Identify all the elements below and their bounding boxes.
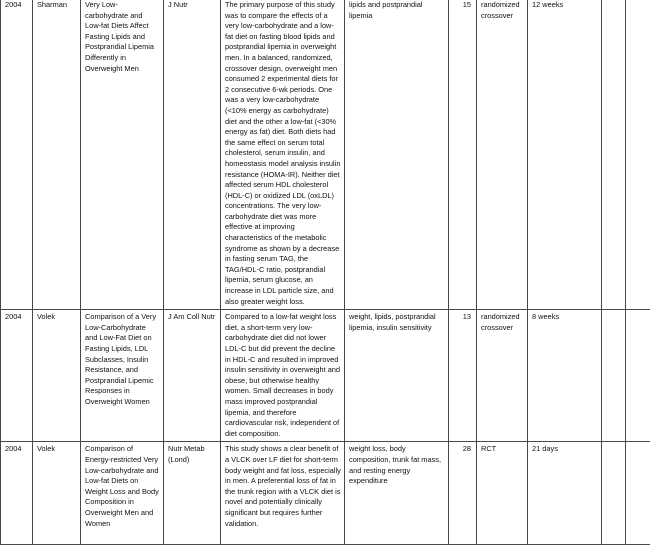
year-cell: 2004	[1, 0, 33, 310]
design-cell: randomized crossover	[477, 0, 528, 310]
empty-cell	[626, 310, 650, 442]
title-cell: Comparison of a Very Low-Carbohydrate and Low-Fat Diet on Fasting Lipids, LDL Subclasses, Insulin Resistance, and Postprandial Lipemic Responses in Overweight Women	[81, 310, 164, 442]
summary-cell: Compared to a low-fat weight loss diet, a short-term very low-carbohydrate diet did not lower LDL-C but did prevent the decline in HDL-C and resulted in improved insulin sensitivity in overweight and obese, but otherwise healthy women. Small decreases in body mass improved postprandial lipemia, and therefore cardiovascular risk, independent of diet composition.	[221, 310, 345, 442]
journal-cell: J Nutr	[164, 0, 221, 310]
author-cell: Volek	[33, 310, 81, 442]
empty-cell	[626, 0, 650, 310]
table-row	[1, 310, 650, 442]
duration-cell: 8 weeks	[528, 310, 602, 442]
duration-cell: 21 days	[528, 442, 602, 545]
title-cell: Comparison of Energy-restricted Very Low-carbohydrate and Low-fat Diets on Weight Loss and Body Composition in Overweight Men and Women	[81, 442, 164, 545]
table-row	[1, 0, 650, 310]
year-cell: 2004	[1, 442, 33, 545]
design-cell: randomized crossover	[477, 310, 528, 442]
duration-cell: 12 weeks	[528, 0, 602, 310]
outcomes-cell: weight loss, body composition, trunk fat mass, and resting energy expenditure	[345, 442, 449, 545]
empty-cell	[626, 442, 650, 545]
year-cell: 2004	[1, 310, 33, 442]
empty-cell	[602, 0, 626, 310]
journal-cell: J Am Coll Nutr	[164, 310, 221, 442]
summary-cell: The primary purpose of this study was to compare the effects of a very low-carbohydrate and a low-fat diet on fasting blood lipids and postprandial lipemia in overweight men. In a balanced, randomized, crossover design, overweight men consumed 2 experimental diets for 2 consecutive 6-wk periods. One was a very low-carbohydrate (<10% energy as carbohydrate) diet and the other a low-fat (<30% energy as fat) diet. Both diets had the same effect on serum total cholesterol, serum insulin, and homeostasis model analysis insulin resistance (HOMA-IR). Neither diet affected serum HDL cholesterol (HDL-C) or oxidized LDL (oxLDL) concentrations. The very low-carbohydrate diet was more effective at improving characteristics of the metabolic syndrome as shown by a decrease in fasting serum TAG, the TAG/HDL-C ratio, postprandial lipemia, serum glucose, an increase in LDL particle size, and also greater weight loss.	[221, 0, 345, 310]
table-row	[1, 442, 650, 545]
sample-size-cell: 13	[449, 310, 477, 442]
empty-cell	[602, 310, 626, 442]
outcomes-cell: weight, lipids, postprandial lipemia, insulin sensitivity	[345, 310, 449, 442]
outcomes-cell: lipids and postprandial lipemia	[345, 0, 449, 310]
empty-cell	[602, 442, 626, 545]
journal-cell: Nutr Metab (Lond)	[164, 442, 221, 545]
summary-cell: This study shows a clear benefit of a VLCK over LF diet for short-term body weight and fat loss, especially in men. A preferential loss of fat in the trunk region with a VLCK diet is novel and potentially clinically significant but requires further validation.	[221, 442, 345, 545]
sample-size-cell: 15	[449, 0, 477, 310]
author-cell: Volek	[33, 442, 81, 545]
design-cell: RCT	[477, 442, 528, 545]
title-cell: Very Low-carbohydrate and Low-fat Diets Affect Fasting Lipids and Postprandial Lipemia Differently in Overweight Men	[81, 0, 164, 310]
sample-size-cell: 28	[449, 442, 477, 545]
author-cell: Sharman	[33, 0, 81, 310]
